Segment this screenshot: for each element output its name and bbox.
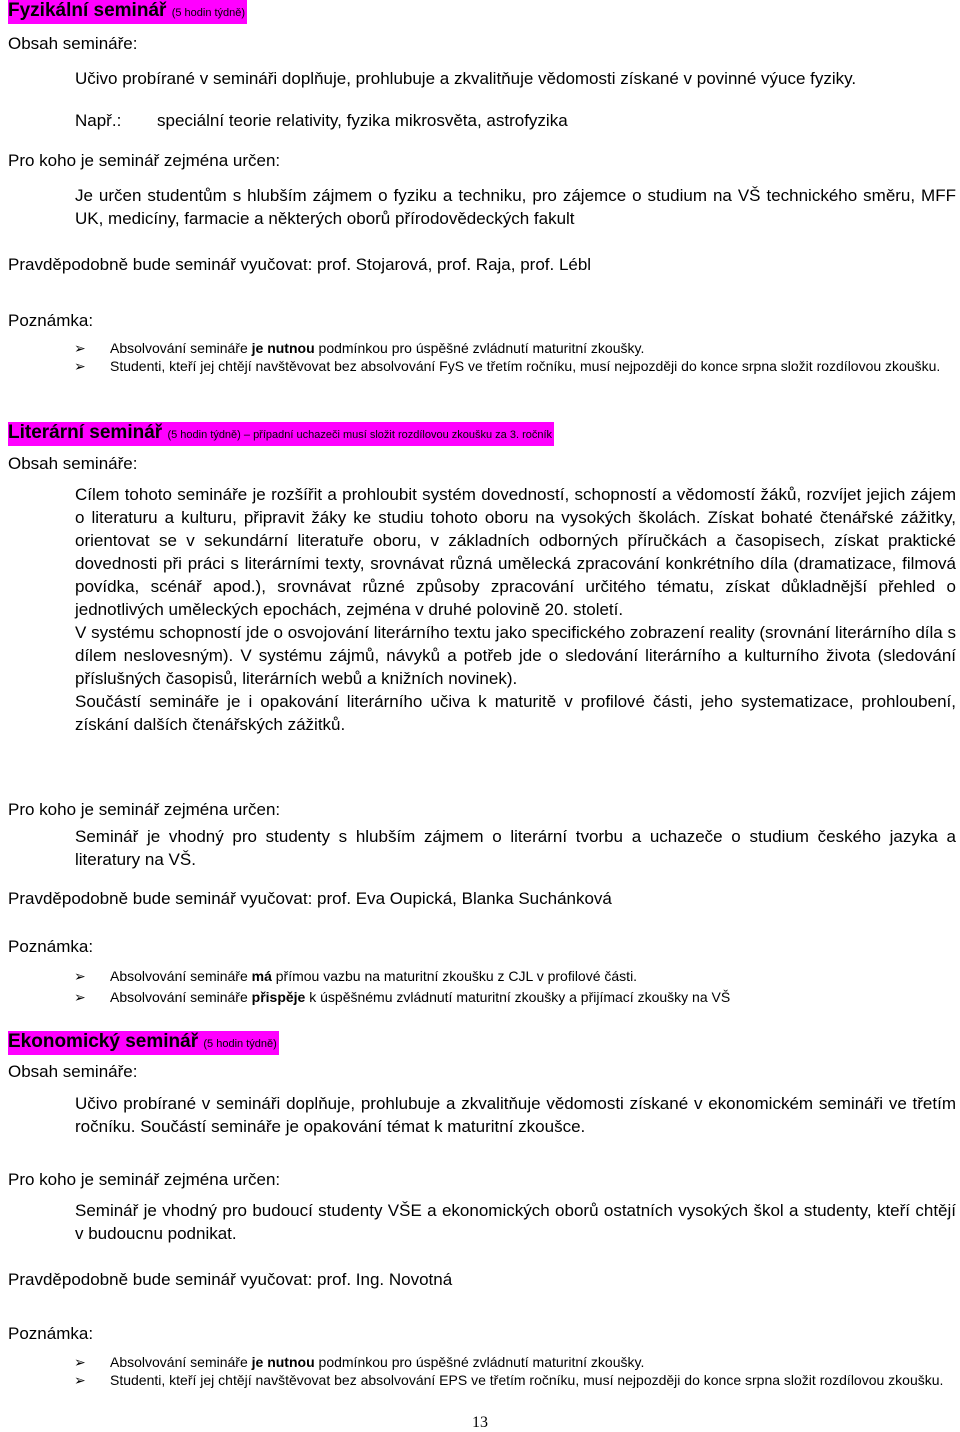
list-item (74, 339, 956, 357)
physics-audience-text: Je určen studentům s hlubším zájmem o fyziku a techniku, pro zájemce o studium na VŠ technického směru, MFF UK, medicíny, farmacie a některých oborů přírodovědeckých fakult (75, 186, 956, 228)
literature-content-p1: Cílem tohoto semináře je rozšířit a prohloubit systém dovedností, schopností a vědomostí žáků, rozvíjet jejich zájem o literaturu a kulturu, připravit žáky ke studiu tohoto oboru na vysokých školách. Získat bohaté čtenářské zážitky, orientovat se v sekundární literatuře oboru, v základních odborných příručkách a časopisech, získat praktické dovednosti při práci s literárními texty, srovnávat různá umělecká zpracování konkrétního díla (dramatizace, filmová povídka, scénář apod.), srovnávat různé způsoby zpracování určitého tématu, získat důkladnější přehled o jednotlivých uměleckých epochách, zejména v druhé polovině 20. století. (75, 485, 956, 619)
note-emphasis: má (251, 968, 272, 984)
note-text: Studenti, kteří jej chtějí navštěvovat bez absolvování FyS ve třetím ročníku, musí nejpozději do konce srpna složit rozdílovou zkoušku. (110, 358, 941, 374)
arrow-bullet-icon: ➢ (74, 340, 86, 356)
economics-audience-text: Seminář je vhodný pro budoucí studenty VŠE a ekonomických oborů ostatních vysokých škol a studenty, kteří chtějí v budoucnu podnikat. (75, 1201, 956, 1243)
physics-example-text: speciální teorie relativity, fyzika mikrosvěta, astrofyzika (157, 111, 568, 130)
literature-content-p3: Součástí semináře je i opakování literárního učiva k maturitě v profilové části, jeho systematizace, prohloubení, získání dalších čtenářských zážitků. (75, 692, 956, 734)
physics-teacher-line (8, 254, 591, 276)
literature-audience-text: Seminář je vhodný pro studenty s hlubším zájmem o literární tvorbu a uchazeče o studium českého jazyka a literatury na VŠ. (75, 827, 956, 869)
list-item (74, 967, 956, 985)
note-text: podmínkou pro úspěšné zvládnutí maturitní zkoušky. (314, 1354, 645, 1370)
literature-teacher-line (8, 888, 612, 910)
economics-heading (8, 1031, 279, 1055)
list-item (74, 357, 956, 375)
physics-example-label: Např.: (75, 111, 122, 130)
literature-hours: (5 hodin týdně) – případní uchazeči musí složit rozdílovou zkoušku za 3. ročník (167, 429, 553, 441)
physics-example (75, 109, 568, 132)
literature-heading (8, 422, 554, 446)
economics-note-label: Poznámka: (8, 1324, 94, 1343)
economics-notes (74, 1353, 956, 1389)
physics-content-label: Obsah semináře: (8, 34, 138, 53)
arrow-bullet-icon: ➢ (74, 358, 86, 374)
note-text: k úspěšnému zvládnutí maturitní zkoušky a přijímací zkoušky na VŠ (305, 989, 731, 1005)
note-text: Absolvování semináře (110, 340, 252, 356)
literature-content-p2: V systému schopností jde o osvojování literárního textu jako specifického zobrazení reality (srovnání literárního díla s dílem neslovesným). V systému zájmů, návyků a potřeb jde o sledování literárního a kulturního života (sledování příslušných časopisů, literárních webů a knižních novinek). (75, 623, 956, 688)
physics-content-text: Učivo probírané v semináři doplňuje, prohlubuje a zkvalitňuje vědomosti získané v povinné výuce fyziky. (75, 69, 857, 88)
list-item (74, 1371, 956, 1389)
physics-audience-label: Pro koho je seminář zejména určen: (8, 151, 281, 170)
arrow-bullet-icon: ➢ (74, 968, 86, 984)
literature-teacher-names: prof. Eva Oupická, Blanka Suchánková (317, 889, 612, 908)
economics-title: Ekonomický seminář (8, 1031, 199, 1052)
arrow-bullet-icon: ➢ (74, 1354, 86, 1370)
note-emphasis: je nutnou (251, 340, 315, 356)
physics-note-label: Poznámka: (8, 311, 94, 330)
physics-hours: (5 hodin týdně) (171, 7, 246, 19)
note-text: Absolvování semináře (110, 989, 252, 1005)
note-text: přímou vazbu na maturitní zkoušku z CJL v profilové části. (271, 968, 638, 984)
list-item (74, 1353, 956, 1371)
note-text: Absolvování semináře (110, 1354, 252, 1370)
arrow-bullet-icon: ➢ (74, 1372, 86, 1388)
economics-teacher-names: prof. Ing. Novotná (317, 1270, 453, 1289)
physics-heading (8, 0, 247, 24)
literature-note-label: Poznámka: (8, 937, 94, 956)
literature-audience-label: Pro koho je seminář zejména určen: (8, 800, 281, 819)
note-emphasis: přispěje (251, 989, 306, 1005)
literature-title: Literární seminář (8, 422, 163, 443)
note-text: podmínkou pro úspěšné zvládnutí maturitní zkoušky. (314, 340, 645, 356)
physics-teacher-label: Pravděpodobně bude seminář vyučovat: (8, 255, 313, 274)
literature-teacher-label: Pravděpodobně bude seminář vyučovat: (8, 889, 313, 908)
physics-notes (74, 339, 956, 375)
economics-teacher-label: Pravděpodobně bude seminář vyučovat: (8, 1270, 313, 1289)
list-item (74, 988, 956, 1006)
page-number: 13 (472, 1414, 488, 1431)
arrow-bullet-icon: ➢ (74, 989, 86, 1005)
physics-teacher-names: prof. Stojarová, prof. Raja, prof. Lébl (317, 255, 592, 274)
note-text: Studenti, kteří jej chtějí navštěvovat bez absolvování EPS ve třetím ročníku, musí nejpozději do konce srpna složit rozdílovou zkoušku. (110, 1372, 944, 1388)
note-text: Absolvování semináře (110, 968, 252, 984)
literature-content-label: Obsah semináře: (8, 454, 138, 473)
physics-title: Fyzikální seminář (8, 0, 167, 21)
economics-content-text: Učivo probírané v semináři doplňuje, prohlubuje a zkvalitňuje vědomosti získané v ekonomickém semináři ve třetím ročníku. Součástí semináře je opakování témat k maturitní zkoušce. (75, 1094, 956, 1136)
economics-content-label: Obsah semináře: (8, 1062, 138, 1081)
literature-notes (74, 967, 956, 1006)
economics-audience-label: Pro koho je seminář zejména určen: (8, 1170, 281, 1189)
economics-hours: (5 hodin týdně) (203, 1038, 277, 1050)
literature-content (75, 483, 956, 736)
note-emphasis: je nutnou (251, 1354, 315, 1370)
economics-teacher-line (8, 1269, 452, 1291)
